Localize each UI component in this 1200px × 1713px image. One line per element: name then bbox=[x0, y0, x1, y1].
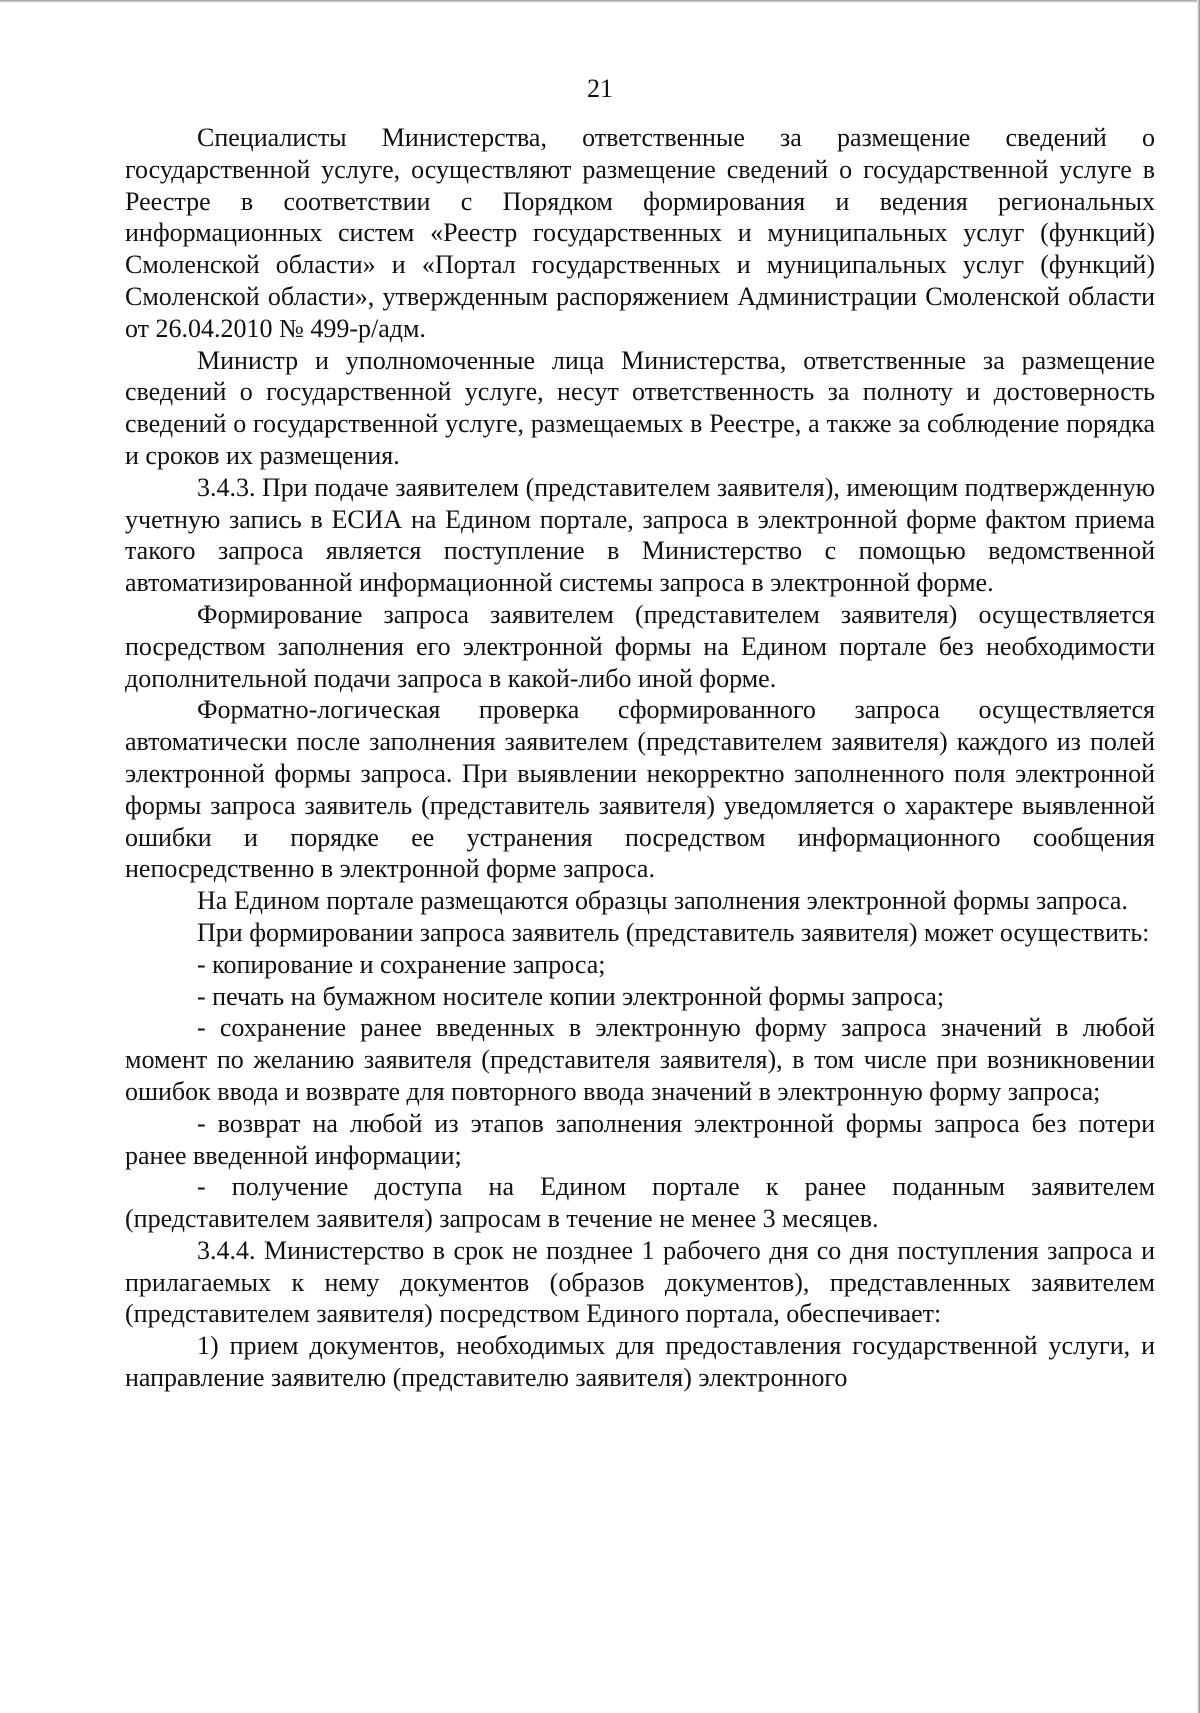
list-item-return-stage: - возврат на любой из этапов заполнения электронной формы запроса без потери ранее введенной информации; bbox=[125, 1108, 1155, 1170]
paragraph-minister-responsibility: Министр и уполномоченные лица Министерства, ответственные за размещение сведений о государственной услуге, несут ответственность за полноту и достоверность сведений о государственной услуге, размещаемых в Реестре, а также за соблюдение порядка и сроков их размещения. bbox=[125, 345, 1155, 470]
paragraph-3-4-4: 3.4.4. Министерство в срок не позднее 1 рабочего дня со дня поступления запроса и прилагаемых к нему документов (образов документов), представленных заявителем (представителем заявителя) посредством Единого портала, обеспечивает: bbox=[125, 1235, 1155, 1329]
document-body bbox=[125, 122, 1155, 1394]
paragraph-specialists-registry: Специалисты Министерства, ответственные за размещение сведений о государственной услуге, осуществляют размещение сведений о государственной услуге в Реестре в соответствии с Порядком формирования и ведения региональных информационных систем «Реестр государственных и муниципальных услуг (функций) Смоленской области» и «Портал государственных и муниципальных услуг (функций) Смоленской области», утвержденным распоряжением Администрации Смоленской области от 26.04.2010 № 499-р/адм. bbox=[125, 123, 1155, 343]
paragraph-3-4-3: 3.4.3. При подаче заявителем (представителем заявителя), имеющим подтвержденную учетную запись в ЕСИА на Едином портале, запроса в электронной форме фактом приема такого запроса является поступление в Министерство с помощью ведомственной автоматизированной информационной системы запроса в электронной форме. bbox=[125, 472, 1155, 598]
list-item-access-requests: - получение доступа на Едином портале к ранее поданным заявителем (представителем заявителя) запросам в течение не менее 3 месяцев. bbox=[125, 1172, 1155, 1234]
paragraph-format-logical-check: Форматно-логическая проверка сформированного запроса осуществляется автоматически после заполнения заявителем (представителем заявителя) каждого из полей электронной формы запроса. При выявлении некорректно заполненного поля электронной формы запроса заявитель (представитель заявителя) уведомляется о характере выявленной ошибки и порядке ее устранения посредством информационного сообщения непосредственно в электронной форме запроса. bbox=[125, 695, 1155, 884]
page-number: 21 bbox=[587, 74, 613, 103]
list-item-copy-save: - копирование и сохранение запроса; bbox=[197, 949, 606, 979]
list-item-print: - печать на бумажном носителе копии электронной формы запроса; bbox=[197, 981, 945, 1011]
paragraph-request-formation: Формирование запроса заявителем (представителем заявителя) осуществляется посредством заполнения его электронной формы на Едином портале без необходимости дополнительной подачи запроса в какой-либо иной форме. bbox=[125, 599, 1155, 693]
scan-top-edge bbox=[0, 0, 1200, 3]
paragraph-applicant-can: При формировании запроса заявитель (представитель заявителя) может осуществить: bbox=[197, 917, 1150, 947]
paragraph-form-samples: На Едином портале размещаются образцы заполнения электронной формы запроса. bbox=[197, 886, 1128, 916]
list-item-save-values: - сохранение ранее введенных в электронную форму запроса значений в любой момент по желанию заявителя (представителя заявителя), в том числе при возникновении ошибок ввода и возврате для повторного ввода значений в электронную форму запроса; bbox=[125, 1013, 1155, 1106]
paragraph-item-1: 1) прием документов, необходимых для предоставления государственной услуги, и направление заявителю (представителю заявителя) электронного bbox=[125, 1331, 1155, 1393]
